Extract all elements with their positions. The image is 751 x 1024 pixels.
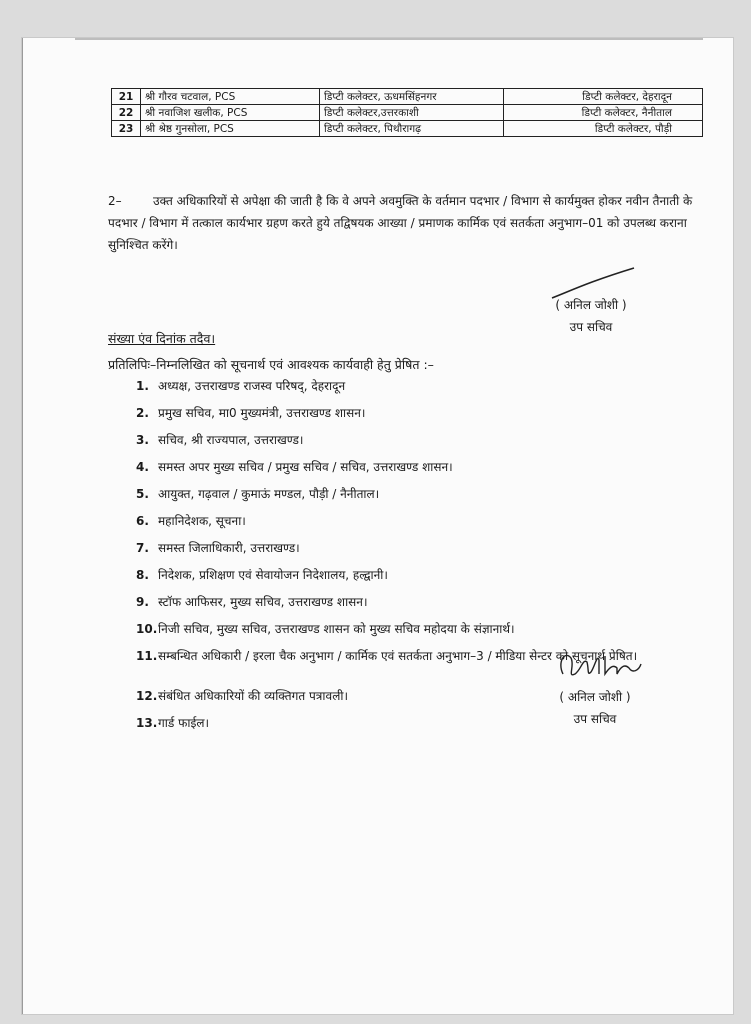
signatory-block-2 — [535, 686, 655, 730]
item-text: समस्त अपर मुख्य सचिव / प्रमुख सचिव / सचिव, उत्तराखण्ड शासन। — [158, 460, 453, 474]
signature-mark — [553, 644, 663, 688]
item-number: 2. — [136, 406, 149, 420]
instruction-paragraph — [108, 190, 708, 256]
list-item — [108, 621, 708, 644]
signatory-designation: उप सचिव — [573, 712, 617, 726]
item-text: संबंधित अधिकारियों की व्यक्तिगत पत्रावली। — [158, 689, 348, 703]
list-item — [108, 513, 708, 536]
new-posting: डिप्टी कलेक्टर, पौड़ी — [504, 121, 703, 137]
item-text: गार्ड फाईल। — [158, 716, 210, 730]
signatory-designation: उप सचिव — [569, 320, 613, 334]
item-text: निजी सचिव, मुख्य सचिव, उत्तराखण्ड शासन को मुख्य सचिव महोदया के संज्ञानार्थ। — [158, 622, 515, 636]
item-text: समस्त जिलाधिकारी, उत्तराखण्ड। — [158, 541, 300, 555]
serial-number: 22 — [112, 105, 141, 121]
current-posting: डिप्टी कलेक्टर,उत्तरकाशी — [320, 105, 504, 121]
paragraph-text: उक्त अधिकारियों से अपेक्षा की जाती है कि वे अपने अवमुक्ति के वर्तमान पदभार / विभाग से कार्यमुक्त होकर नवीन तैनाती के पदभार / विभाग में तत्काल कार्यभार ग्रहण करते हुये तद्विषयक आख्या / प्रमाणक कार्मिक एवं सतर्कता अनुभाग–01 को उपलब्ध कराना सुनिश्चित करेंगे। — [108, 194, 693, 252]
list-item — [108, 459, 708, 482]
item-number: 12. — [136, 689, 158, 703]
table-row — [112, 89, 703, 105]
item-number: 8. — [136, 568, 149, 582]
list-item — [108, 378, 708, 401]
new-posting: डिप्टी कलेक्टर, देहरादून — [504, 89, 703, 105]
signatory-block-1 — [531, 294, 651, 338]
item-number: 7. — [136, 541, 149, 555]
officer-transfer-table — [111, 88, 703, 137]
table-row — [112, 121, 703, 137]
item-text: महानिदेशक, सूचना। — [158, 514, 246, 528]
item-number: 11. — [136, 649, 158, 663]
item-number: 10. — [136, 622, 158, 636]
officer-name: श्री नवाजिश खलीक, PCS — [141, 105, 320, 121]
list-item — [108, 567, 708, 590]
list-item — [108, 432, 708, 455]
table-row — [112, 105, 703, 121]
new-posting: डिप्टी कलेक्टर, नैनीताल — [504, 105, 703, 121]
item-number: 13. — [136, 716, 158, 730]
reference-line: संख्या एंव दिनांक तदैव। — [108, 331, 216, 346]
current-posting: डिप्टी कलेक्टर, पिथौरागढ़ — [320, 121, 504, 137]
signatory-name: ( अनिल जोशी ) — [555, 298, 627, 312]
page-top-rule — [75, 38, 703, 40]
item-number: 5. — [136, 487, 149, 501]
item-text: सचिव, श्री राज्यपाल, उत्तराखण्ड। — [158, 433, 304, 447]
officer-name: श्री गौरव चटवाल, PCS — [141, 89, 320, 105]
item-number: 4. — [136, 460, 149, 474]
item-text: अध्यक्ष, उत्तराखण्ड राजस्व परिषद्, देहरादून — [158, 379, 346, 393]
item-number: 9. — [136, 595, 149, 609]
officer-name: श्री श्रेष्ठ गुनसोला, PCS — [141, 121, 320, 137]
item-number: 6. — [136, 514, 149, 528]
item-text: सम्बन्धित अधिकारी / इरला चैक अनुभाग / कार्मिक एवं सतर्कता अनुभाग–3 / मीडिया सेन्टर को सूचनार्थ प्रेषित। — [158, 649, 638, 663]
item-number: 3. — [136, 433, 149, 447]
copy-to-intro: प्रतिलिपिः–निम्नलिखित को सूचनार्थ एवं आवश्यक कार्यवाही हेतु प्रेषित :– — [108, 357, 434, 372]
serial-number: 21 — [112, 89, 141, 105]
list-item — [108, 405, 708, 428]
list-item — [108, 486, 708, 509]
item-text: प्रमुख सचिव, मा0 मुख्यमंत्री, उत्तराखण्ड शासन। — [158, 406, 366, 420]
list-item — [108, 594, 708, 617]
current-posting: डिप्टी कलेक्टर, ऊधमसिंहनगर — [320, 89, 504, 105]
item-text: आयुक्त, गढ़वाल / कुमाऊं मण्डल, पौड़ी / नैनीताल। — [158, 487, 380, 501]
item-number: 1. — [136, 379, 149, 393]
paragraph-number: 2– — [108, 194, 122, 208]
serial-number: 23 — [112, 121, 141, 137]
item-text: निदेशक, प्रशिक्षण एवं सेवायोजन निदेशालय, हल्द्वानी। — [158, 568, 388, 582]
signatory-name: ( अनिल जोशी ) — [559, 690, 631, 704]
list-item — [108, 540, 708, 563]
document-page — [22, 38, 733, 1014]
item-text: स्टॉफ आफिसर, मुख्य सचिव, उत्तराखण्ड शासन। — [158, 595, 368, 609]
